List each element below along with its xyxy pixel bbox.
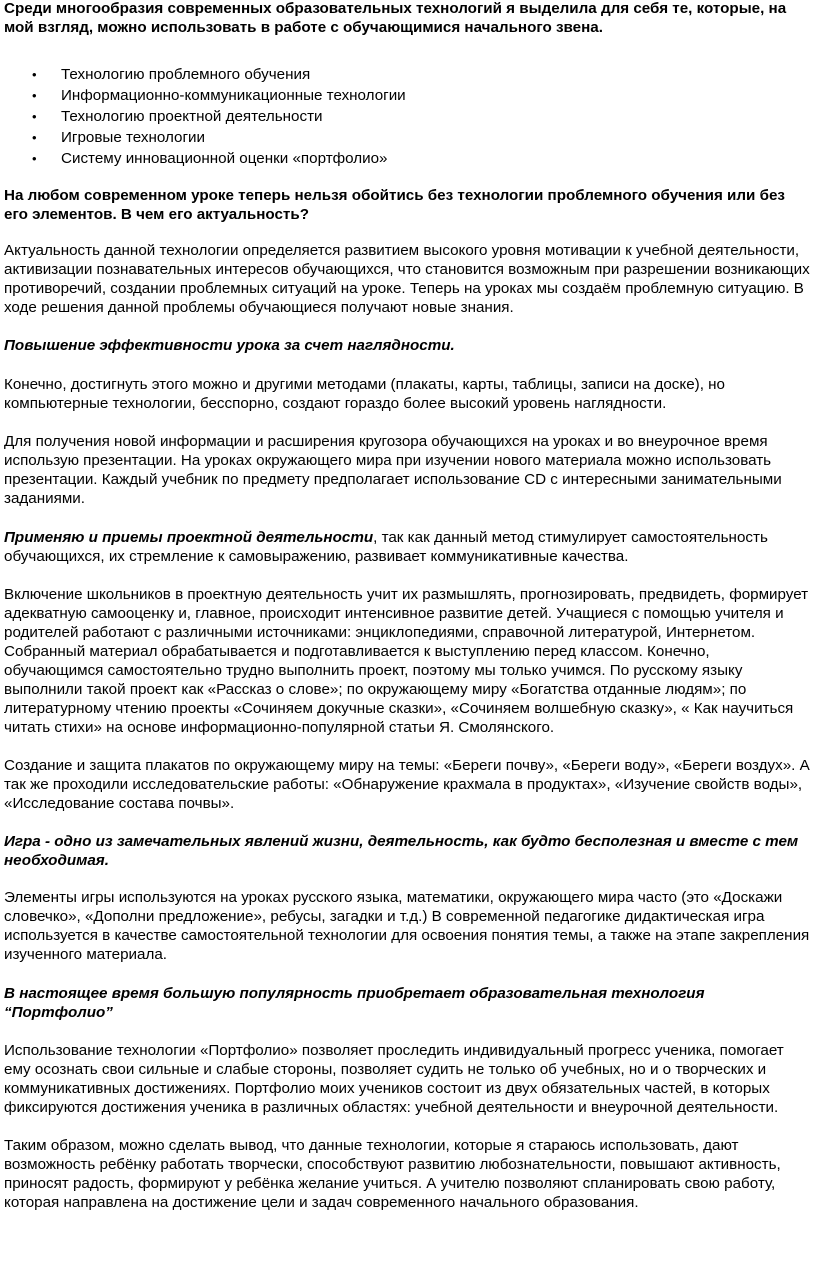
bullet-icon: •: [32, 130, 37, 145]
list-item: • Систему инновационной оценки «портфолио»: [32, 150, 388, 167]
bullet-icon: •: [32, 109, 37, 124]
visual-paragraph-1: Конечно, достигнуть этого можно и другими методами (плакаты, карты, таблицы, записи на доске), но компьютерные технологии, бесспорно, создают гораздо более высокий уровень наглядности.: [4, 376, 725, 412]
problem-question: На любом современном уроке теперь нельзя обойтись без технологии проблемного обучения или без его элементов. В чем его актуальность?: [4, 187, 785, 223]
list-item: • Технологию проектной деятельности: [32, 108, 323, 125]
bullet-icon: •: [32, 151, 37, 166]
list-item: • Технологию проблемного обучения: [32, 66, 311, 83]
visual-paragraph-2: Для получения новой информации и расширения кругозора обучающихся на уроках и во внеурочное время использую презентации. На уроках окружающего мира при изучении нового материала можно использовать презентации. Каждый учебник по предмету предполагает использование CD с интересными занимательными заданиями.: [4, 433, 782, 507]
project-heading-rest: , так как данный метод стимулирует самостоятельность обучающихся, их стремление к самовыражению, развивает коммуникативные качества.: [4, 529, 768, 565]
portfolio-paragraph: Использование технологии «Портфолио» позволяет проследить индивидуальный прогресс ученика, помогает ему осознать свои сильные и слабые стороны, позволяет судить не только об учебных, но и о творческих и коммуникативных достижениях. Портфолио моих учеников состоит из двух обязательных частей, в которых фиксируются достижения ученика в различных областях: учебной деятельности и внеурочной деятельности.: [4, 1042, 784, 1116]
technologies-list: [4, 64, 810, 169]
list-item: • Игровые технологии: [32, 129, 205, 146]
problem-paragraph: Актуальность данной технологии определяется развитием высокого уровня мотивации к учебной деятельности, активизации познавательных интересов обучающихся, что становится возможным при разрешении возникающих противоречий, создании проблемных ситуаций на уроке. Теперь на уроках мы создаём проблемную ситуацию. В ходе решения данной проблемы обучающиеся получают новые знания.: [4, 242, 810, 316]
project-heading: Применяю и приемы проектной деятельности: [4, 529, 374, 546]
intro-paragraph: Среди многообразия современных образовательных технологий я выделила для себя те, которые, на мой взгляд, можно использовать в работе с обучающимися начального звена.: [4, 0, 787, 36]
game-heading: Игра - одно из замечательных явлений жизни, деятельность, как будто бесполезная и вместе с тем необходимая.: [4, 833, 799, 869]
list-item: • Информационно-коммуникационные технологии: [32, 87, 406, 104]
project-paragraph-2: Создание и защита плакатов по окружающему миру на темы: «Береги почву», «Береги воду», «Береги воздух». А так же проходили исследовательские работы: «Обнаружение крахмала в продуктах», «Изучение свойств воды», «Исследование состава почвы».: [4, 757, 810, 812]
conclusion-paragraph: Таким образом, можно сделать вывод, что данные технологии, которые я стараюсь использовать, дают возможность ребёнку работать творчески, способствуют развитию любознательности, повышают активность, приносят радость, формируют у ребёнка желание учиться. А учителю позволяют спланировать свою работу, которая направлена на достижение цели и задач современного начального образования.: [4, 1137, 781, 1211]
visual-heading: Повышение эффективности урока за счет наглядности.: [4, 337, 455, 354]
bullet-icon: •: [32, 67, 37, 82]
project-paragraph-intro: [4, 528, 810, 566]
game-paragraph: Элементы игры используются на уроках русского языка, математики, окружающего мира часто (это «Доскажи словечко», «Дополни предложение», ребусы, загадки и т.д.) В современной педагогике дидактическая игра используется в качестве самостоятельной технологии для освоения понятия темы, а также на этапе закрепления изученного материала.: [4, 889, 810, 963]
portfolio-heading: В настоящее время большую популярность приобретает образовательная технология “Портфолио”: [4, 985, 705, 1021]
project-paragraph-1: Включение школьников в проектную деятельность учит их размышлять, прогнозировать, предвидеть, формирует адекватную самооценку и, главное, происходит интенсивное развитие детей. Учащиеся с помощью учителя и родителей работают с различными источниками: энциклопедиями, справочной литературой, Интернетом. Собранный материал обрабатывается и подготавливается к выступлению перед классом. Конечно, обучающимся самостоятельно трудно выполнить проект, поэтому мы только учимся. По русскому языку выполнили такой проект как «Рассказ о слове»; по окружающему миру «Богатства отданные людям»; по литературному чтению проекты «Сочиняем докучные сказки», «Сочиняем волшебную сказку», « Как научиться читать стихи» на основе информационно-популярной статьи Я. Смолянского.: [4, 586, 809, 736]
bullet-icon: •: [32, 88, 37, 103]
